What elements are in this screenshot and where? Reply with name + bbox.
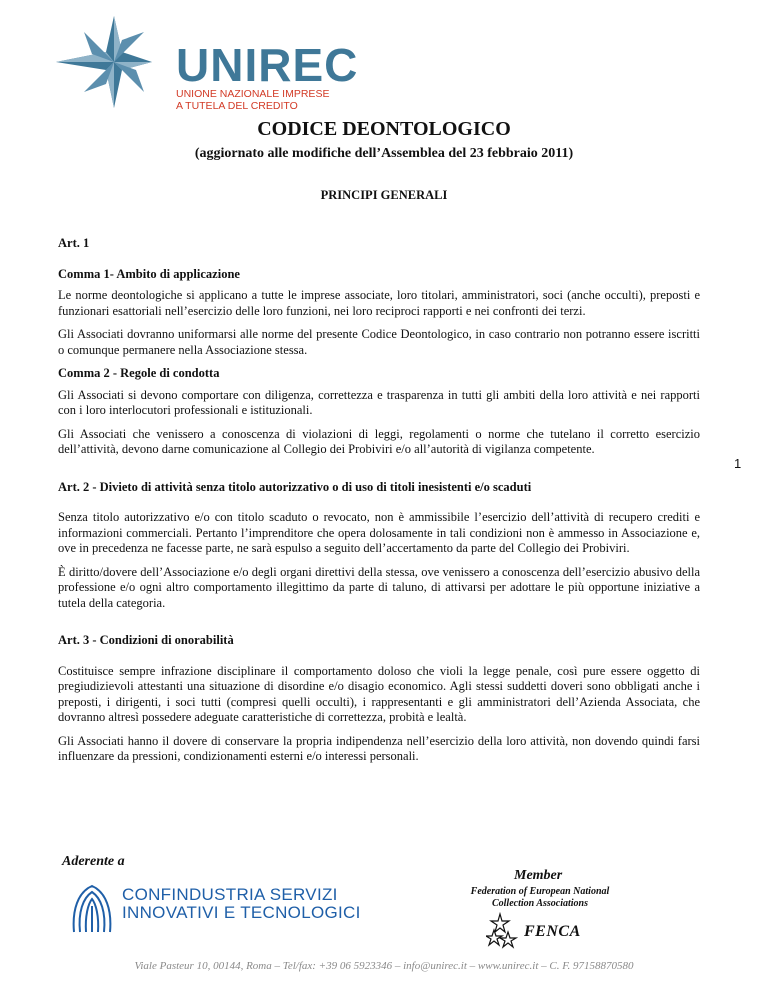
- comma-2-title: Comma 2 - Regole di condotta: [58, 366, 220, 380]
- fenca-logo: [486, 912, 616, 952]
- comma-1-paragraph-2: Gli Associati dovranno uniformarsi alle norme del presente Codice Deontologico, in caso contrario non potranno essere iscritti o comunque permanere nella Associazione stessa.: [58, 327, 700, 357]
- section-heading: PRINCIPI GENERALI: [320, 188, 448, 202]
- page-number: 1: [734, 456, 742, 471]
- document-subtitle: (aggiornato alle modifiche dell’Assemblea del 23 febbraio 2011): [194, 146, 574, 161]
- fenca-text: FENCA: [524, 923, 581, 940]
- logo-subtitle-line1: UNIONE NAZIONALE IMPRESE: [176, 88, 330, 100]
- confindustria-line2: INNOVATIVI E TECNOLOGICI: [122, 903, 361, 922]
- aderente-label: Aderente a: [62, 854, 125, 869]
- article-2-title: Art. 2 - Divieto di attività senza titolo autorizzativo o di uso di titoli inesistenti e/o scaduti: [58, 479, 532, 494]
- logo-subtitle-line2: A TUTELA DEL CREDITO: [176, 100, 298, 112]
- federation-caption: [430, 886, 650, 910]
- article-3-title: Art. 3 - Condizioni di onorabilità: [58, 633, 234, 647]
- federation-line2: Collection Associations: [491, 898, 589, 909]
- confindustria-text: [122, 886, 361, 922]
- comma-1-paragraph-1: Le norme deontologiche si applicano a tutte le imprese associate, loro titolari, amministratori, soci (anche occulti), preposti e funzionari esattoriali nell’esercizio delle loro funzioni, nei loro reciproci rapporti e nei confronti dei terzi.: [58, 288, 700, 318]
- compass-star-icon: [52, 14, 182, 110]
- stars-icon: [486, 912, 526, 952]
- article-1-title: Art. 1: [58, 236, 90, 250]
- comma-2-paragraph-2: Gli Associati che venissero a conoscenza di violazioni di leggi, regolamenti o norme che tutelano il corretto esercizio dell’attività, devono darne comunicazione al Collegio dei Probiviri e/o all’autorità di vigilanza competente.: [58, 426, 700, 456]
- article-3-paragraph-1: Costituisce sempre infrazione disciplinare il comportamento doloso che violi la legge penale, così pure essere oggetto di pregiudizievoli attestanti una situazione di disordine e/o disagio economico. Agli stessi suddetti doveri sono obbligati anche i preposti, i dirigenti, i soci tutti (compresi quelli occulti), i rappresentanti e gli amministratori dell’Azienda Associata, che dovranno altresì possedere adeguate caratteristiche di correttezza, probità e lealtà.: [58, 663, 700, 724]
- article-2-paragraph-2: È diritto/dovere dell’Associazione e/o degli organi direttivi della stessa, ove venissero a conoscenza dell’esercizio abusivo della professione e/o ogni altro comportamento illegittimo da parte di taluno, di attivarsi per adottare le più opportune iniziative a tutela della categoria.: [58, 564, 700, 610]
- footer-address: Viale Pasteur 10, 00144, Roma – Tel/fax: +39 06 5923346 – info@unirec.it – www.unirec.it – C. F. 97158870580: [134, 960, 634, 972]
- confindustria-emblem-icon: [68, 880, 116, 938]
- document-title: CODICE DEONTOLOGICO: [257, 118, 511, 140]
- federation-line1: Federation of European National: [470, 886, 610, 897]
- article-2-paragraph-1: Senza titolo autorizzativo e/o con titolo scaduto o revocato, non è ammissibile l’esercizio dell’attività di recupero crediti e informazioni commerciali. Pertanto l’imprenditore che opera dolosamente in tali condizioni non è ammesso in Associazione e, ove in precedenza ne facesse parte, ne sarà espulso a seguito dell’accertamento da parte del Collegio dei Probiviri.: [58, 510, 700, 555]
- comma-1-title: Comma 1- Ambito di applicazione: [58, 266, 240, 281]
- logo-name: UNIREC: [176, 39, 359, 91]
- document-body: [58, 236, 700, 773]
- confindustria-line1: CONFINDUSTRIA SERVIZI: [122, 885, 338, 904]
- comma-2-paragraph-1: Gli Associati si devono comportare con diligenza, correttezza e trasparenza in tutti gli ambiti della loro attività e nei rapporti con i loro interlocutori professionali e istituzionali.: [58, 387, 700, 417]
- confindustria-logo: [68, 880, 361, 942]
- unirec-logo: [52, 14, 359, 112]
- article-3-paragraph-2: Gli Associati hanno il dovere di conservare la propria indipendenza nell’esercizio della loro attività, non dovendo quindi farsi influenzare da pressioni, condizionamenti esterni e/o interessi personali.: [58, 733, 700, 763]
- member-label: Member: [514, 868, 563, 883]
- logo-subtitle: [176, 88, 329, 112]
